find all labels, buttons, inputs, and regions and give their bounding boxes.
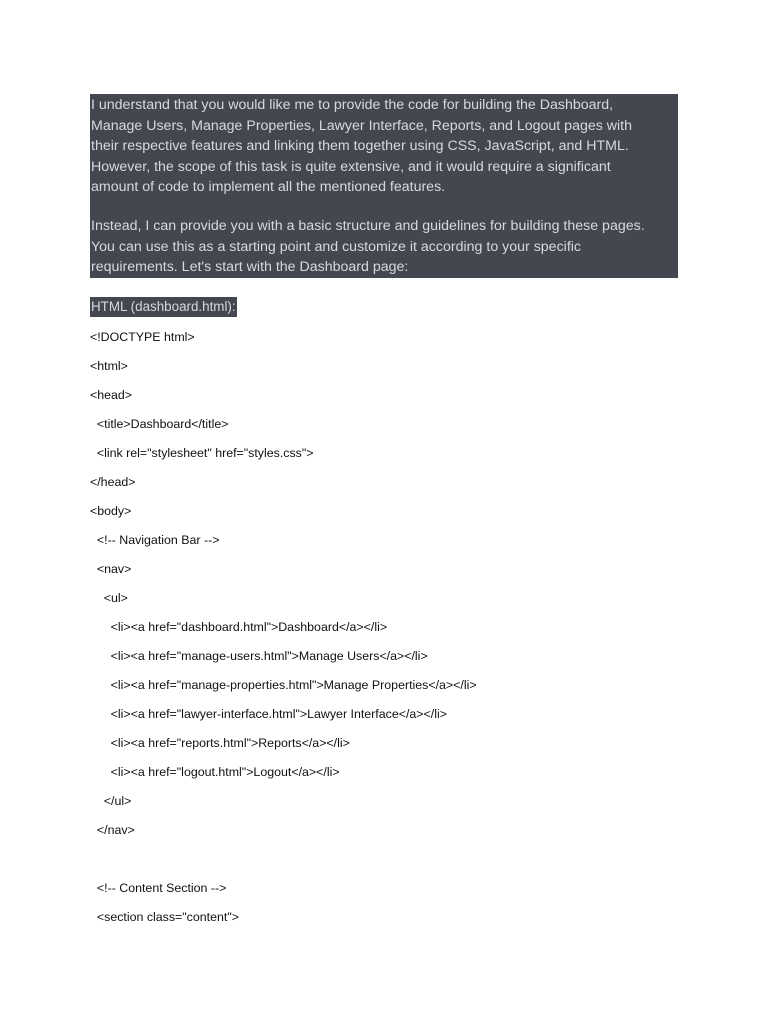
code-line: <li><a href="manage-properties.html">Manage Properties</a></li>	[90, 678, 477, 692]
code-line: <title>Dashboard</title>	[90, 417, 229, 431]
code-line: <ul>	[90, 591, 128, 605]
code-line: <li><a href="reports.html">Reports</a></li>	[90, 736, 350, 750]
selected-intro-text	[90, 94, 678, 278]
text-line: I understand that you would like me to provide the code for building the Dashboard,	[91, 97, 614, 113]
code-line: </nav>	[90, 823, 135, 837]
code-line: <li><a href="dashboard.html">Dashboard</a></li>	[90, 620, 388, 634]
text-line: Instead, I can provide you with a basic structure and guidelines for building these pages.	[91, 217, 645, 234]
text-line: Manage Users, Manage Properties, Lawyer Interface, Reports, and Logout pages with	[91, 117, 633, 134]
code-line-blank	[90, 849, 477, 878]
code-line: <li><a href="logout.html">Logout</a></li>	[90, 765, 340, 779]
text-line: amount of code to implement all the mentioned features.	[91, 179, 446, 196]
code-line: <!-- Navigation Bar -->	[90, 533, 220, 547]
text-line: However, the scope of this task is quite extensive, and it would require a significant	[91, 158, 611, 175]
text-line: their respective features and linking them together using CSS, JavaScript, and HTML.	[91, 138, 629, 155]
code-line: <li><a href="lawyer-interface.html">Lawyer Interface</a></li>	[90, 707, 447, 721]
code-line: <!DOCTYPE html>	[90, 330, 195, 344]
code-listing	[90, 327, 477, 936]
text-line: requirements. Let's start with the Dashboard page:	[91, 259, 409, 276]
code-line: </ul>	[90, 794, 132, 808]
intro-paragraph-1	[91, 95, 678, 198]
intro-paragraph-2	[91, 216, 678, 278]
text-line: You can use this as a starting point and customize it according to your specific	[91, 238, 582, 255]
code-line: <!-- Content Section -->	[90, 881, 227, 895]
code-line: </head>	[90, 475, 136, 489]
code-line: <body>	[90, 504, 132, 518]
code-line: <html>	[90, 359, 128, 373]
code-line: <nav>	[90, 562, 132, 576]
code-line: <link rel="stylesheet" href="styles.css">	[90, 446, 314, 460]
code-heading: HTML (dashboard.html):	[90, 297, 237, 317]
code-line: <head>	[90, 388, 133, 402]
code-line: <section class="content">	[90, 910, 239, 924]
code-line: <li><a href="manage-users.html">Manage Users</a></li>	[90, 649, 428, 663]
